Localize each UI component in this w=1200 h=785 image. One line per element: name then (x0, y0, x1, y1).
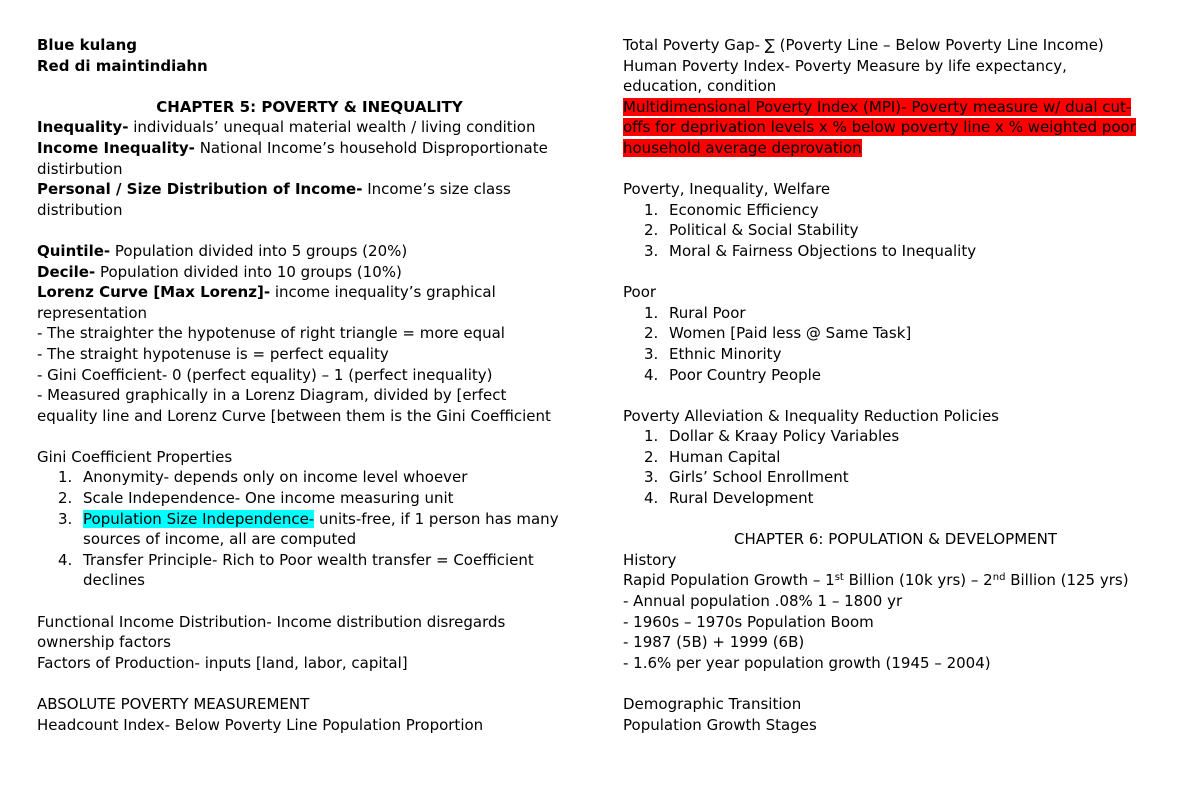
chapter-5-title: CHAPTER 5: POVERTY & INEQUALITY (156, 97, 463, 116)
population-growth-stages-heading: Population Growth Stages (623, 715, 817, 734)
lorenz-point: - The straighter the hypotenuse of right triangle = more equal (37, 324, 505, 343)
quintile-definition: Quintile- Population divided into 5 groups (20%) (37, 241, 408, 260)
lorenz-curve-definition: Lorenz Curve [Max Lorenz]- income inequality’s graphical (37, 283, 496, 302)
poor-list (623, 303, 1168, 385)
demographic-transition-heading: Demographic Transition (623, 695, 802, 713)
list-item: 3. Ethnic Minority (644, 344, 782, 363)
total-poverty-gap-definition: Total Poverty Gap- ∑ (Poverty Line – Below Poverty Line Income) (623, 36, 1104, 54)
lorenz-point: - Gini Coefficient- 0 (perfect equality) – 1 (perfect inequality) (37, 365, 493, 384)
chapter-6-title: CHAPTER 6: POPULATION & DEVELOPMENT (733, 530, 1058, 549)
population-point: - 1.6% per year population growth (1945 – 2004) (623, 653, 991, 672)
population-point: - Annual population .08% 1 – 1800 yr (623, 592, 903, 611)
absolute-poverty-heading: ABSOLUTE POVERTY MEASUREMENT (37, 695, 310, 713)
functional-distribution-definition: Functional Income Distribution- Income distribution disregards (37, 612, 506, 631)
left-column (37, 35, 582, 735)
right-column (623, 35, 1168, 735)
list-item: 1. Anonymity- depends only on income level whoever (58, 468, 468, 487)
list-item: 1. Rural Poor (644, 303, 746, 322)
headcount-index-definition: Headcount Index- Below Poverty Line Population Proportion (37, 715, 484, 734)
policies-heading: Poverty Alleviation & Inequality Reduction Policies (623, 406, 999, 425)
mpi-definition: Multidimensional Poverty Index (MPI)- Poverty measure w/ dual cut- (623, 97, 1132, 116)
lorenz-point: - The straight hypotenuse is = perfect equality (37, 344, 389, 363)
poor-heading: Poor (623, 283, 657, 302)
list-item: 4. Transfer Principle- Rich to Poor wealth transfer = Coefficient declines (58, 550, 534, 590)
human-poverty-index-definition-cont: education, condition (623, 77, 777, 96)
functional-distribution-definition-cont: ownership factors (37, 633, 171, 652)
decile-definition: Decile- Population divided into 10 groups (10%) (37, 262, 402, 281)
lorenz-curve-definition-cont: representation (37, 303, 148, 322)
rapid-population-growth: Rapid Population Growth – 1st Billion (10k yrs) – 2nd Billion (125 yrs) (623, 571, 1129, 590)
list-item: 1. Economic Efficiency (644, 200, 819, 219)
list-item: 2. Women [Paid less @ Same Task] (644, 324, 912, 343)
mpi-definition-cont: offs for deprivation levels x % below poverty line x % weighted poor (623, 118, 1136, 137)
poverty-inequality-welfare-heading: Poverty, Inequality, Welfare (623, 180, 831, 199)
lorenz-point: - Measured graphically in a Lorenz Diagram, divided by [erfect (37, 386, 507, 405)
list-item: 3. Population Size Independence- units-free, if 1 person has many sources of income, all are computed (58, 509, 559, 549)
mpi-definition-cont: household average deprovation (623, 138, 862, 157)
poverty-inequality-welfare-list (623, 200, 1168, 262)
list-item: 4. Rural Development (644, 489, 814, 508)
list-item: 2. Scale Independence- One income measuring unit (58, 489, 454, 508)
list-item: 2. Human Capital (644, 447, 781, 466)
human-poverty-index-definition: Human Poverty Index- Poverty Measure by life expectancy, (623, 56, 1067, 75)
legend-blue: Blue kulang (37, 36, 137, 54)
list-item: 3. Moral & Fairness Objections to Inequality (644, 241, 977, 260)
population-point: - 1987 (5B) + 1999 (6B) (623, 633, 805, 652)
gini-properties-list (37, 467, 582, 591)
factors-of-production-definition: Factors of Production- inputs [land, labor, capital] (37, 653, 408, 672)
gini-properties-heading: Gini Coefficient Properties (37, 447, 233, 466)
legend-red: Red di maintindiahn (37, 56, 208, 75)
income-inequality-definition: Income Inequality- National Income’s household Disproportionate (37, 138, 548, 157)
policies-list (623, 426, 1168, 508)
personal-distribution-definition-cont: distribution (37, 200, 123, 219)
list-item: 3. Girls’ School Enrollment (644, 468, 849, 487)
list-item: 1. Dollar & Kraay Policy Variables (644, 427, 900, 446)
population-point: - 1960s – 1970s Population Boom (623, 612, 874, 631)
lorenz-point: equality line and Lorenz Curve [between them is the Gini Coefficient (37, 406, 551, 425)
highlighted-term: Population Size Independence- (83, 509, 315, 528)
list-item: 2. Political & Social Stability (644, 221, 859, 240)
personal-distribution-definition: Personal / Size Distribution of Income- Income’s size class (37, 180, 511, 199)
inequality-definition: Inequality- individuals’ unequal material wealth / living condition (37, 118, 536, 137)
list-item: 4. Poor Country People (644, 365, 821, 384)
income-inequality-definition-cont: distirbution (37, 159, 123, 178)
history-heading: History (623, 550, 677, 569)
